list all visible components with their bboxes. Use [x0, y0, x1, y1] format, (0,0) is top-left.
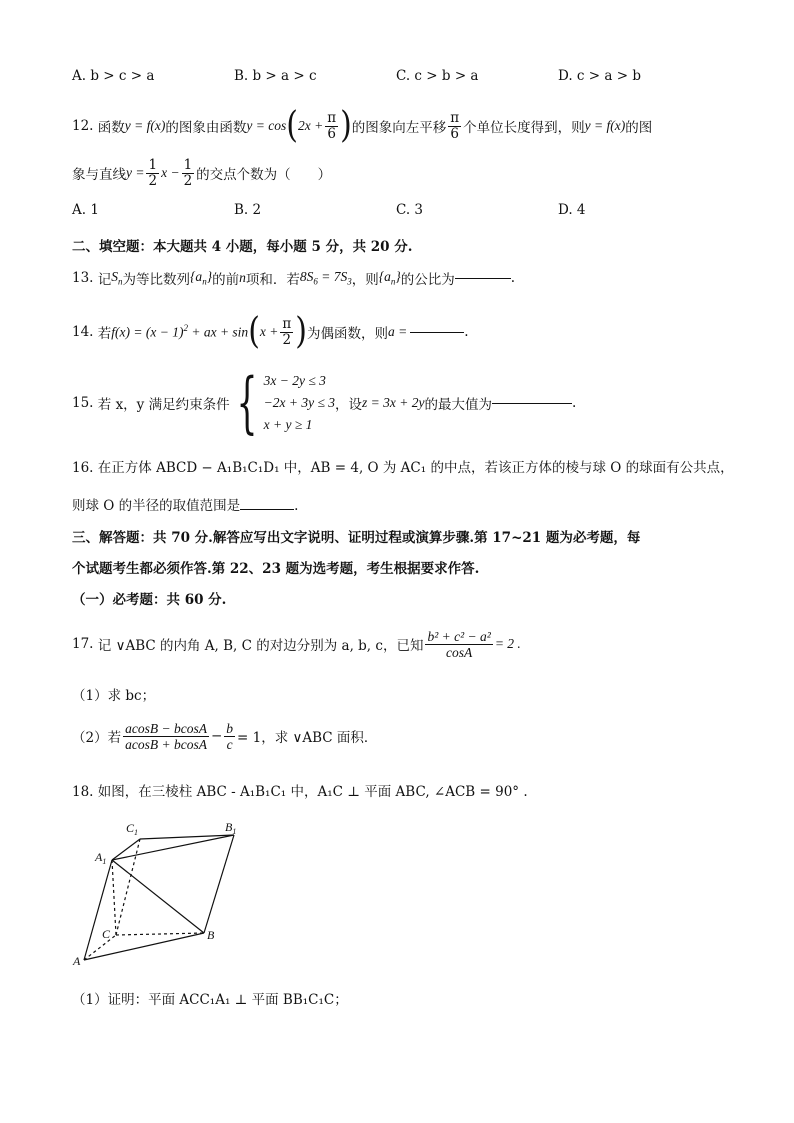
q12-expr: 2x + [297, 118, 324, 133]
q13-text: . [510, 270, 516, 286]
q13-text: 的公比为 [400, 272, 455, 288]
constraint-2: −2x + 3y ≤ 3 [263, 395, 335, 410]
label-a: A [73, 954, 81, 968]
numerator: acosB − bcosA [125, 720, 207, 736]
q14-text: . [464, 324, 469, 340]
q13-text: 记 [97, 272, 112, 288]
edge-a1-c [112, 860, 116, 935]
q12-number: 12. [72, 118, 94, 134]
constraint-3: x + y ≥ 1 [263, 417, 313, 432]
q15-expr: z = 3x + 2y [361, 395, 425, 410]
fraction-pi-6 [448, 111, 461, 142]
q13-expr [300, 269, 352, 287]
q13-sym: {a [190, 269, 203, 285]
q13-sym: } [206, 269, 213, 285]
q14-expr: a = [387, 324, 408, 339]
denominator: 6 [327, 125, 336, 142]
numerator: 1 [183, 156, 193, 173]
numerator: π [327, 109, 337, 126]
edge-c1-c [116, 839, 140, 935]
edge-c-b [116, 933, 204, 935]
label-b: B [207, 928, 215, 942]
q17-part1: （1）求 bc； [72, 688, 156, 704]
label-b1: $B_1$ [225, 820, 237, 836]
denominator: 2 [282, 331, 292, 348]
fraction-b-c [224, 721, 235, 752]
numerator: π [282, 315, 292, 332]
q17-expr: = 2 . [494, 636, 521, 651]
q14-expr [111, 323, 248, 341]
edge-a1-a [84, 860, 112, 960]
q14-text: 为偶函数，则 [306, 326, 388, 342]
q13 [72, 268, 515, 288]
q12-expr: x − [161, 165, 180, 180]
q12-line2 [72, 155, 331, 191]
q11-option-a: A. b > c > a [72, 68, 155, 84]
q14-sup: 2 [183, 323, 188, 334]
q13-sym: = 7S [317, 269, 348, 285]
q13-text: 的前 [212, 272, 240, 288]
edge-a1-b [112, 860, 204, 933]
q11-option-b: B. b > a > c [234, 68, 317, 84]
q14 [72, 312, 469, 352]
q12-option-a: A. 1 [72, 202, 99, 218]
q12-text: 象与直线 [72, 167, 126, 183]
fraction-1-2 [182, 158, 195, 189]
q13-expr [190, 269, 212, 287]
q17 [72, 624, 521, 664]
q16-line1 [72, 456, 734, 476]
edge-a1-b1 [112, 835, 234, 860]
q13-expr [379, 269, 401, 287]
constraint-system [230, 364, 335, 441]
q13-n: n [239, 270, 246, 285]
prism-figure [70, 815, 250, 970]
q13-text: 为等比数列 [122, 272, 191, 288]
q12-text: 函数 [97, 120, 125, 136]
q13-sub: n [390, 276, 396, 287]
q13-text: 项和．若 [245, 272, 300, 288]
denominator: 2 [183, 172, 193, 189]
q14-number: 14. [72, 324, 94, 340]
q18 [72, 780, 528, 800]
label-a1: $A_1$ [95, 850, 107, 866]
q12-text: 个单位长度得到，则 [463, 120, 585, 136]
answer-blank [492, 402, 572, 404]
q14-sym: + ax + sin [191, 324, 249, 340]
answer-blank [240, 508, 294, 510]
left-paren: ( [248, 310, 260, 353]
numerator: b [226, 720, 233, 736]
q13-sub: n [202, 276, 207, 287]
q13-sym: S [111, 269, 119, 285]
label-c: C [102, 927, 111, 941]
q13-sub: 6 [313, 276, 318, 287]
q17-minus: − [210, 728, 223, 744]
fraction-pi-2 [280, 317, 293, 348]
q17-text: 记 ∨ABC 的内角 A, B, C 的对边分别为 a, b, c，已知 [97, 638, 424, 654]
section-2-heading: 二、填空题：本大题共 4 小题，每小题 5 分，共 20 分. [72, 239, 413, 255]
q16-text: 则球 O 的半径的取值范围是 [72, 498, 241, 514]
denominator: c [226, 736, 233, 752]
denominator: 6 [450, 125, 460, 142]
edge-b1-b [204, 835, 234, 933]
q16-line2 [72, 494, 298, 514]
numerator: 1 [148, 156, 158, 173]
left-paren: ( [286, 104, 298, 147]
q15-text: . [571, 395, 577, 411]
q12-expr: y = f(x) [124, 118, 166, 133]
fraction-pi-6 [325, 111, 338, 142]
q13-expr [111, 269, 122, 287]
q15-text: 的最大值为 [424, 397, 492, 413]
q12-expr: y = [126, 165, 145, 180]
label-c1: $C_1$ [126, 821, 139, 837]
q17-part2 [72, 716, 377, 756]
q16-text: . [294, 498, 299, 514]
q17-text: （2）若 [72, 730, 122, 746]
section-3-heading-line1: 三、解答题：共 70 分.解答应写出文字说明、证明过程或演算步骤.第 17~21 题为必考题，每 [72, 530, 641, 546]
q12-expr: y = cos [246, 118, 287, 133]
q18-part1: （1）证明：平面 ACC₁A₁ ⊥ 平面 BB₁C₁C； [72, 992, 348, 1008]
denominator: cosA [446, 644, 473, 660]
q14-text: 若 [97, 326, 112, 342]
q12-line1 [72, 104, 653, 147]
answer-blank [410, 331, 464, 333]
q11-option-c: C. c > b > a [396, 68, 479, 84]
q12-expr: y = f(x) [584, 118, 626, 133]
q17-text: = 1，求 ∨ABC 面积． [237, 730, 378, 746]
q12-text: 的图象向左平移 [351, 120, 447, 136]
answer-blank [455, 277, 511, 279]
numerator: b² + c² − a² [427, 628, 491, 644]
q16-text: 在正方体 ABCD − A₁B₁C₁D₁ 中，AB = 4, O 为 AC₁ 的中点，若该正方体的棱与球 O 的球面有公共点， [97, 460, 734, 476]
q13-sub: 3 [347, 276, 352, 287]
q12-option-c: C. 3 [396, 202, 424, 218]
fraction-acosb [123, 721, 209, 752]
q13-sym: 8S [299, 269, 314, 285]
fraction-cosine-law [425, 629, 492, 660]
q12-text: 的图 [625, 120, 653, 136]
q15-text: ，设 [334, 397, 362, 413]
q14-expr: x + [259, 324, 279, 339]
part-1-heading: （一）必考题：共 60 分. [72, 592, 227, 608]
denominator: 2 [148, 172, 158, 189]
numerator: π [450, 109, 460, 126]
right-paren: ) [295, 310, 307, 353]
q12-text: 的交点个数为（ ） [196, 167, 332, 183]
q15-text: 若 x，y 满足约束条件 [97, 397, 230, 413]
q12-option-b: B. 2 [234, 202, 262, 218]
q13-number: 13. [72, 270, 94, 286]
q15 [72, 366, 576, 440]
fraction-1-2 [146, 158, 159, 189]
q12-option-d: D. 4 [558, 202, 586, 218]
q14-sym: f(x) = (x − 1) [111, 324, 184, 340]
q15-number: 15. [72, 395, 94, 411]
q18-number: 18. [72, 784, 94, 800]
section-3-heading-line2: 个试题考生都必须作答.第 22、23 题为选考题，考生根据要求作答. [72, 561, 480, 577]
q18-text: 如图，在三棱柱 ABC - A₁B₁C₁ 中，A₁C ⊥ 平面 ABC, ∠ACB = 90° . [97, 784, 528, 800]
q13-sym: {a [378, 269, 391, 285]
constraint-1: 3x − 2y ≤ 3 [263, 373, 326, 388]
q12-text: 的图象由函数 [165, 120, 247, 136]
constraint-list [264, 370, 335, 436]
q16-number: 16. [72, 460, 94, 476]
q17-number: 17. [72, 636, 94, 652]
left-brace: { [236, 364, 258, 441]
q13-sym: } [395, 269, 401, 285]
q13-text: ，则 [351, 272, 379, 288]
q11-option-d: D. c > a > b [558, 68, 641, 84]
q13-sub: n [118, 276, 123, 287]
right-paren: ) [340, 104, 352, 147]
denominator: acosB + bcosA [125, 736, 207, 752]
